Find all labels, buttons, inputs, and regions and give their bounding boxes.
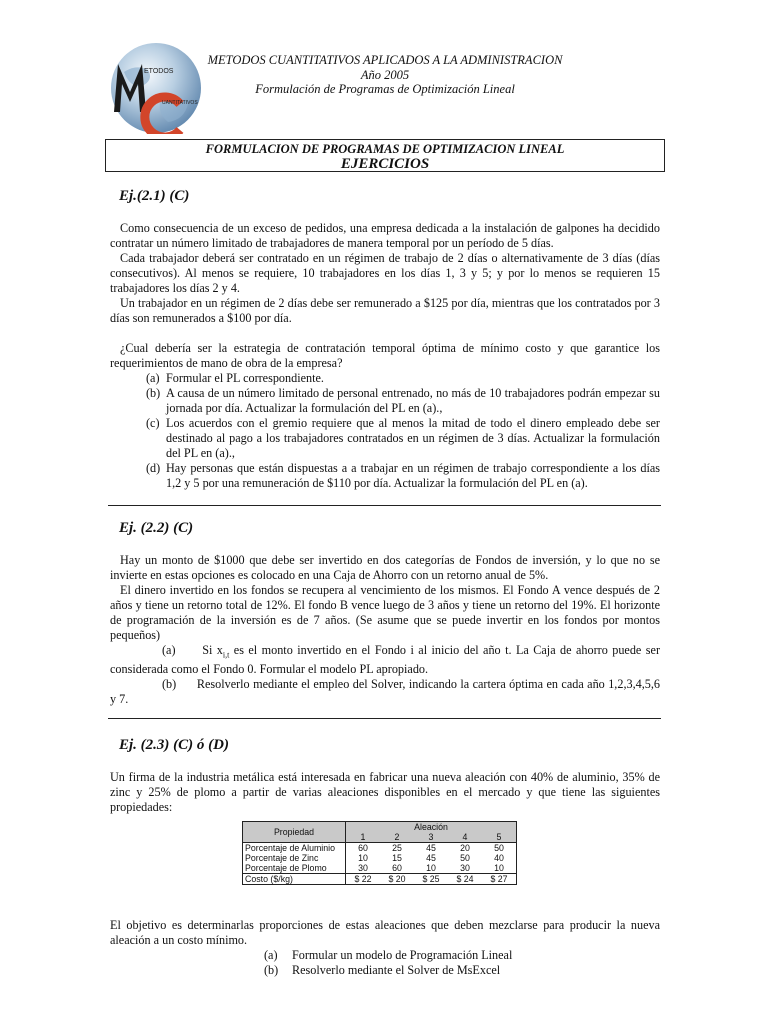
list-item: (b) A causa de un número limitado de personal entrenado, no más de 10 trabajadores podrán empezar su jornada por día. Actualizar la formulación del PL en (a)., [146, 386, 660, 415]
exercise-2-2-body [110, 553, 660, 707]
table-header-property: Propiedad [243, 822, 346, 843]
table-header-cell: 3 [428, 832, 434, 842]
exercise-2-2-paragraph: Hay un monto de $1000 que debe ser invertido en dos categorías de Fondos de inversión, y lo que no se invierte en estas opciones es colocado en una Caja de Ahorro con un retorno anual de 5%. [110, 553, 660, 582]
section-divider [108, 718, 661, 719]
table-row: Porcentaje de Plomo 30 60 10 30 10 [243, 863, 517, 874]
list-item: (c) Los acuerdos con el gremio requiere que al menos la mitad de todo el dinero empleado debe ser destinado al pago a los trabajadores contratados en un régimen de 3 días. Actualizar la formulación del PL en (a)., [146, 416, 660, 460]
list-item: (d) Hay personas que están dispuestas a a trabajar en un régimen de trabajo correspondiente a los días 1,2 y 5 por una remuneración de $110 por día. Actualizar la formulación del PL en (a). [146, 461, 660, 490]
list-item: (a) Formular el PL correspondiente. [146, 371, 324, 385]
table-header-cell: 4 [462, 832, 468, 842]
exercise-2-1-paragraph: Como consecuencia de un exceso de pedidos, una empresa dedicada a la instalación de galpones ha decidido contratar un número limitado de trabajadores de manera temporal por un período de 5 días. [110, 221, 660, 250]
table-row: Porcentaje de Aluminio 60 25 45 20 50 [243, 843, 517, 854]
section-divider [108, 505, 661, 506]
exercise-2-1-body [110, 221, 660, 326]
header-course-title: METODOS CUANTITATIVOS APLICADOS A LA ADMINISTRACION [207, 53, 563, 67]
exercise-2-1-paragraph: Un trabajador en un régimen de 2 días debe ser remunerado a $125 por día, mientras que los contratados por 3 días son remunerados a $100 por día. [110, 296, 660, 325]
table-header-alloy: Aleación [346, 822, 517, 833]
table-header-cell: 1 [360, 832, 366, 842]
title-line-1: FORMULACION DE PROGRAMAS DE OPTIMIZACION LINEAL [205, 142, 565, 156]
header-year: Año 2005 [360, 68, 410, 82]
exercise-2-2-item-b: (b) Resolverlo mediante el empleo del Solver, indicando la cartera óptima en cada año 1,2,3,4,5,6 y 7. [110, 677, 660, 707]
table-row-cost: Costo ($/kg) $ 22 $ 20 $ 25 $ 24 $ 27 [243, 874, 517, 885]
exercise-2-3-item-list [264, 948, 512, 978]
header-subtitle: Formulación de Programas de Optimización Lineal [255, 82, 515, 96]
exercise-2-1-paragraph: Cada trabajador deberá ser contratado en un régimen de trabajo de 2 días o alternativamente de 3 días (días consecutivos). Al menos se requiere, 10 trabajadores en los días 1, 3 y 5; y por lo menos se requieren 15 trabajadores los días 2 y 4. [110, 251, 660, 295]
exercise-2-2-item-a: (a) Si $x_{i,t}$ es el monto invertido en el Fondo i al inicio del año t. La Caja de ahorro puede ser considerada como el Fondo 0. Formular el modelo PL apropiado. [110, 643, 660, 677]
list-item: (a) Formular un modelo de Programación Lineal [264, 948, 513, 962]
exercise-2-1-question [110, 341, 660, 491]
alloy-properties-table [242, 821, 517, 885]
table-row: Porcentaje de Zinc 10 15 45 50 40 [243, 853, 517, 863]
exercise-2-3-objective: El objetivo es determinarlas proporciones de estas aleaciones que deben mezclarse para producir la nueva aleación a un costo mínimo. [110, 918, 660, 947]
title-line-2: EJERCICIOS [340, 156, 430, 172]
exercise-2-1-heading: Ej.(2.1) (C) [119, 188, 190, 204]
exercise-2-2-heading: Ej. (2.2) (C) [119, 520, 194, 536]
exercise-2-1-question-text: ¿Cual debería ser la estrategia de contratación temporal óptima de mínimo costo y que garantice los requerimientos de mano de obra de la empresa? [110, 341, 660, 370]
title-box [105, 139, 665, 172]
exercise-2-3-heading: Ej. (2.3) (C) ó (D) [119, 737, 229, 753]
list-item: (b) Resolverlo mediante el Solver de MsExcel [264, 963, 501, 977]
exercise-2-1-item-list [146, 371, 660, 491]
logo-text-bottom: UANTITATIVOS [162, 100, 198, 106]
exercise-2-2-paragraph: El dinero invertido en los fondos se recupera al vencimiento de los mismos. El Fondo A vence después de 2 años y tiene un retorno total de 12%. El fondo B vence luego de 3 años y tiene un retorno del 19%. El horizonte de programación de la inversión es de 7 años. (Se asume que se puede invertir en los fondos por montos pequeños) [110, 583, 660, 642]
table-header-cell: 2 [394, 832, 400, 842]
table-header-cell: 5 [482, 832, 517, 843]
logo-text-top: ETODOS [144, 68, 174, 75]
exercise-2-3-intro: Un firma de la industria metálica está interesada en fabricar una nueva aleación con 40% de aluminio, 35% de zinc y 25% de plomo a partir de varias aleaciones disponibles en el mercado y que tiene las siguientes propiedades: [110, 770, 660, 814]
